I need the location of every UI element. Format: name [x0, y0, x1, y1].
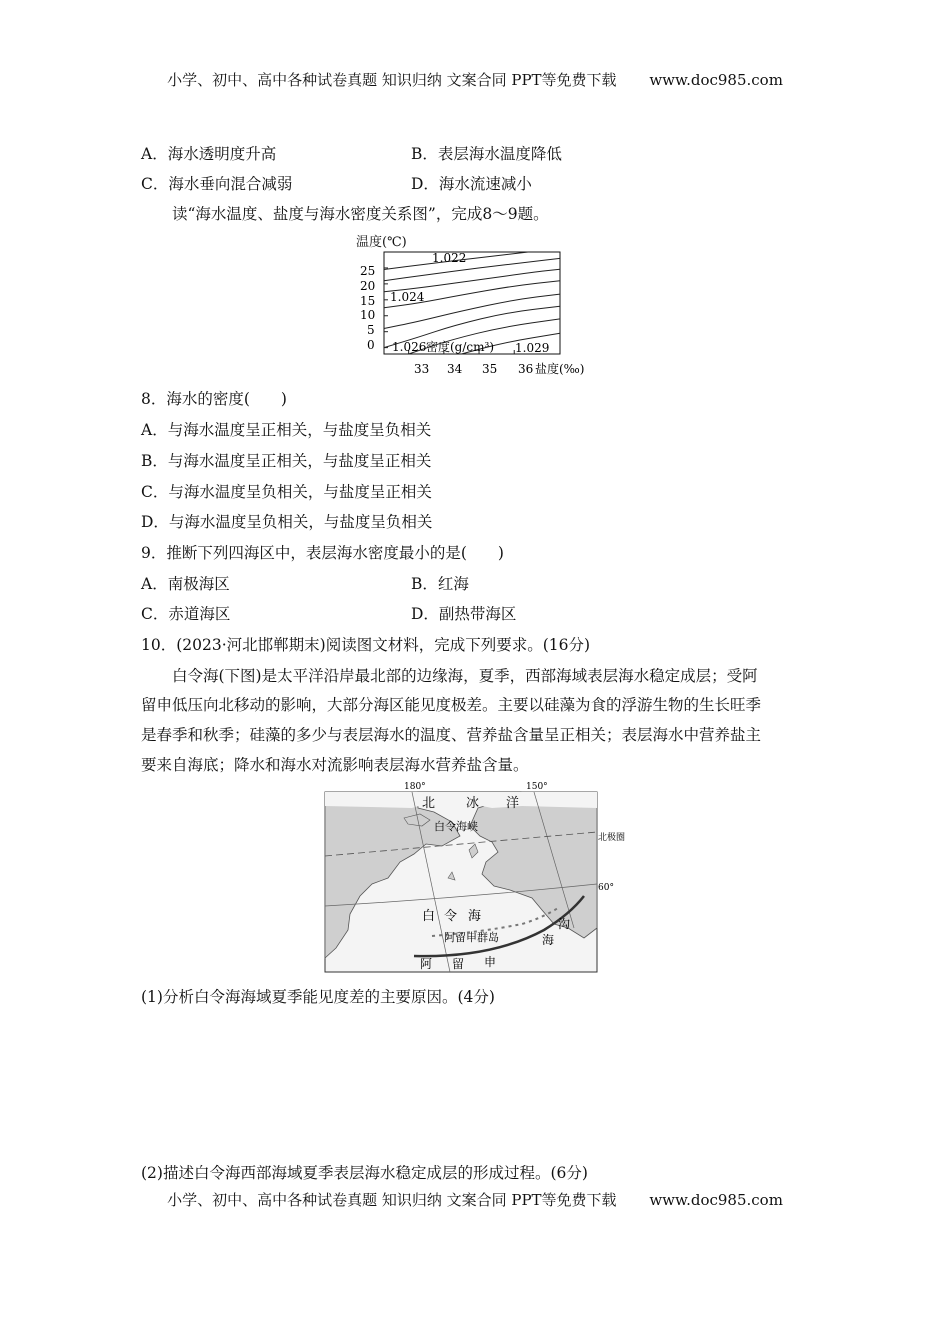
- density-isoline: [384, 269, 560, 292]
- y-tick-label: 5: [367, 323, 375, 337]
- aleutian-trench-char: 沟: [558, 917, 571, 931]
- x-tick-labels: [414, 362, 533, 376]
- q7-option-c: C．海水垂向混合减弱: [141, 175, 293, 193]
- aleutian-trench-char: 海: [542, 933, 555, 947]
- isoline-label: 1.024: [390, 290, 425, 304]
- q10-para-line: 要来自海底；降水和海水对流影响表层海水营养盐含量。: [141, 756, 529, 774]
- aleutian-trench-char: 留: [452, 957, 465, 971]
- q10-para-line: 留申低压向北移动的影响，大部分海区能见度极差。主要以硅藻为食的浮游生物的生长旺季: [141, 696, 762, 714]
- bering-sea-map: [322, 778, 626, 974]
- q9-option-a: A．南极海区: [141, 575, 230, 593]
- q10-sub1: (1)分析白令海海域夏季能见度差的主要原因。(4分): [141, 988, 495, 1006]
- x-tick-label: 33: [414, 362, 430, 376]
- isoline-label: 1.022: [432, 251, 467, 265]
- density-label: 密度(g/cm³): [426, 340, 494, 354]
- y-tick-label: 0: [367, 338, 375, 352]
- q7-option-b: B．表层海水温度降低: [411, 145, 562, 163]
- q10-stem: 10．(2023·河北邯郸期末)阅读图文材料，完成下列要求。(16分): [141, 636, 591, 654]
- isoline-label: 1.026: [392, 340, 427, 354]
- density-chart: [350, 228, 600, 380]
- aleutian-islands-label: 阿留申群岛: [444, 931, 499, 944]
- y-tick-label: 20: [360, 279, 376, 293]
- y-tick-labels: [360, 264, 375, 352]
- y-tick-label: 10: [360, 308, 376, 322]
- x-tick-label: 34: [447, 362, 463, 376]
- arctic-ocean-char: 洋: [506, 796, 520, 811]
- q9-stem: 9．推断下列四海区中，表层海水密度最小的是( ): [141, 544, 504, 562]
- bering-sea-char: 令: [444, 909, 458, 924]
- arctic-ocean-char: 北: [422, 796, 436, 811]
- q8-stem: 8．海水的密度( ): [141, 390, 287, 408]
- y-tick-label: 15: [360, 294, 376, 308]
- page-footer: [0, 1190, 950, 1210]
- footer-url: www.doc985.com: [649, 1191, 783, 1209]
- arctic-ocean-char: 冰: [466, 796, 480, 811]
- q10-para-line: 是春季和秋季；硅藻的多少与表层海水的温度、营养盐含量呈正相关；表层海水中营养盐主: [141, 726, 762, 744]
- bering-sea-char: 海: [468, 909, 482, 924]
- q9-option-c: C．赤道海区: [141, 605, 231, 623]
- chart-ylabel: 温度(℃): [356, 235, 407, 250]
- header-text: 小学、初中、高中各种试卷真题 知识归纳 文案合同 PPT等免费下载: [167, 71, 617, 89]
- q9-option-d: D．副热带海区: [411, 605, 517, 623]
- bering-sea-char: 白: [422, 909, 436, 924]
- arctic-circle-label: 北极圈: [598, 833, 626, 843]
- isoline-label: 1.029: [515, 341, 550, 355]
- q8-option-a: A．与海水温度呈正相关，与盐度呈负相关: [141, 421, 432, 439]
- lat-60-label: 60°: [598, 883, 614, 893]
- q8-option-c: C．与海水温度呈负相关，与盐度呈正相关: [141, 483, 432, 501]
- footer-text: 小学、初中、高中各种试卷真题 知识归纳 文案合同 PPT等免费下载: [167, 1191, 617, 1209]
- chart-xlabel: 盐度(‰): [535, 362, 585, 376]
- page-header: [0, 70, 950, 90]
- q7-option-a: A．海水透明度升高: [141, 145, 277, 163]
- q10-para-line: 白令海(下图)是太平洋沿岸最北部的边缘海，夏季，西部海域表层海水稳定成层；受阿: [172, 667, 758, 685]
- lon-180-label: 180°: [404, 782, 426, 792]
- q9-option-b: B．红海: [411, 575, 469, 593]
- header-url: www.doc985.com: [649, 71, 783, 89]
- lon-150-label: 150°: [526, 782, 548, 792]
- q8-option-d: D．与海水温度呈负相关，与盐度呈负相关: [141, 513, 433, 531]
- x-tick-label: 35: [482, 362, 498, 376]
- q10-sub2: (2)描述白令海西部海域夏季表层海水稳定成层的形成过程。(6分): [141, 1164, 588, 1182]
- aleutian-trench-char: 阿: [420, 957, 433, 971]
- q7-option-d: D．海水流速减小: [411, 175, 532, 193]
- bering-strait-label: 白令海峡: [434, 820, 478, 833]
- intro-8-9: 读“海水温度、盐度与海水密度关系图”，完成8～9题。: [172, 205, 549, 223]
- aleutian-trench-char: 申: [484, 955, 497, 969]
- x-tick-label: 36: [518, 362, 534, 376]
- y-tick-label: 25: [360, 264, 376, 278]
- q8-option-b: B．与海水温度呈正相关，与盐度呈正相关: [141, 452, 432, 470]
- density-isoline: [384, 258, 560, 280]
